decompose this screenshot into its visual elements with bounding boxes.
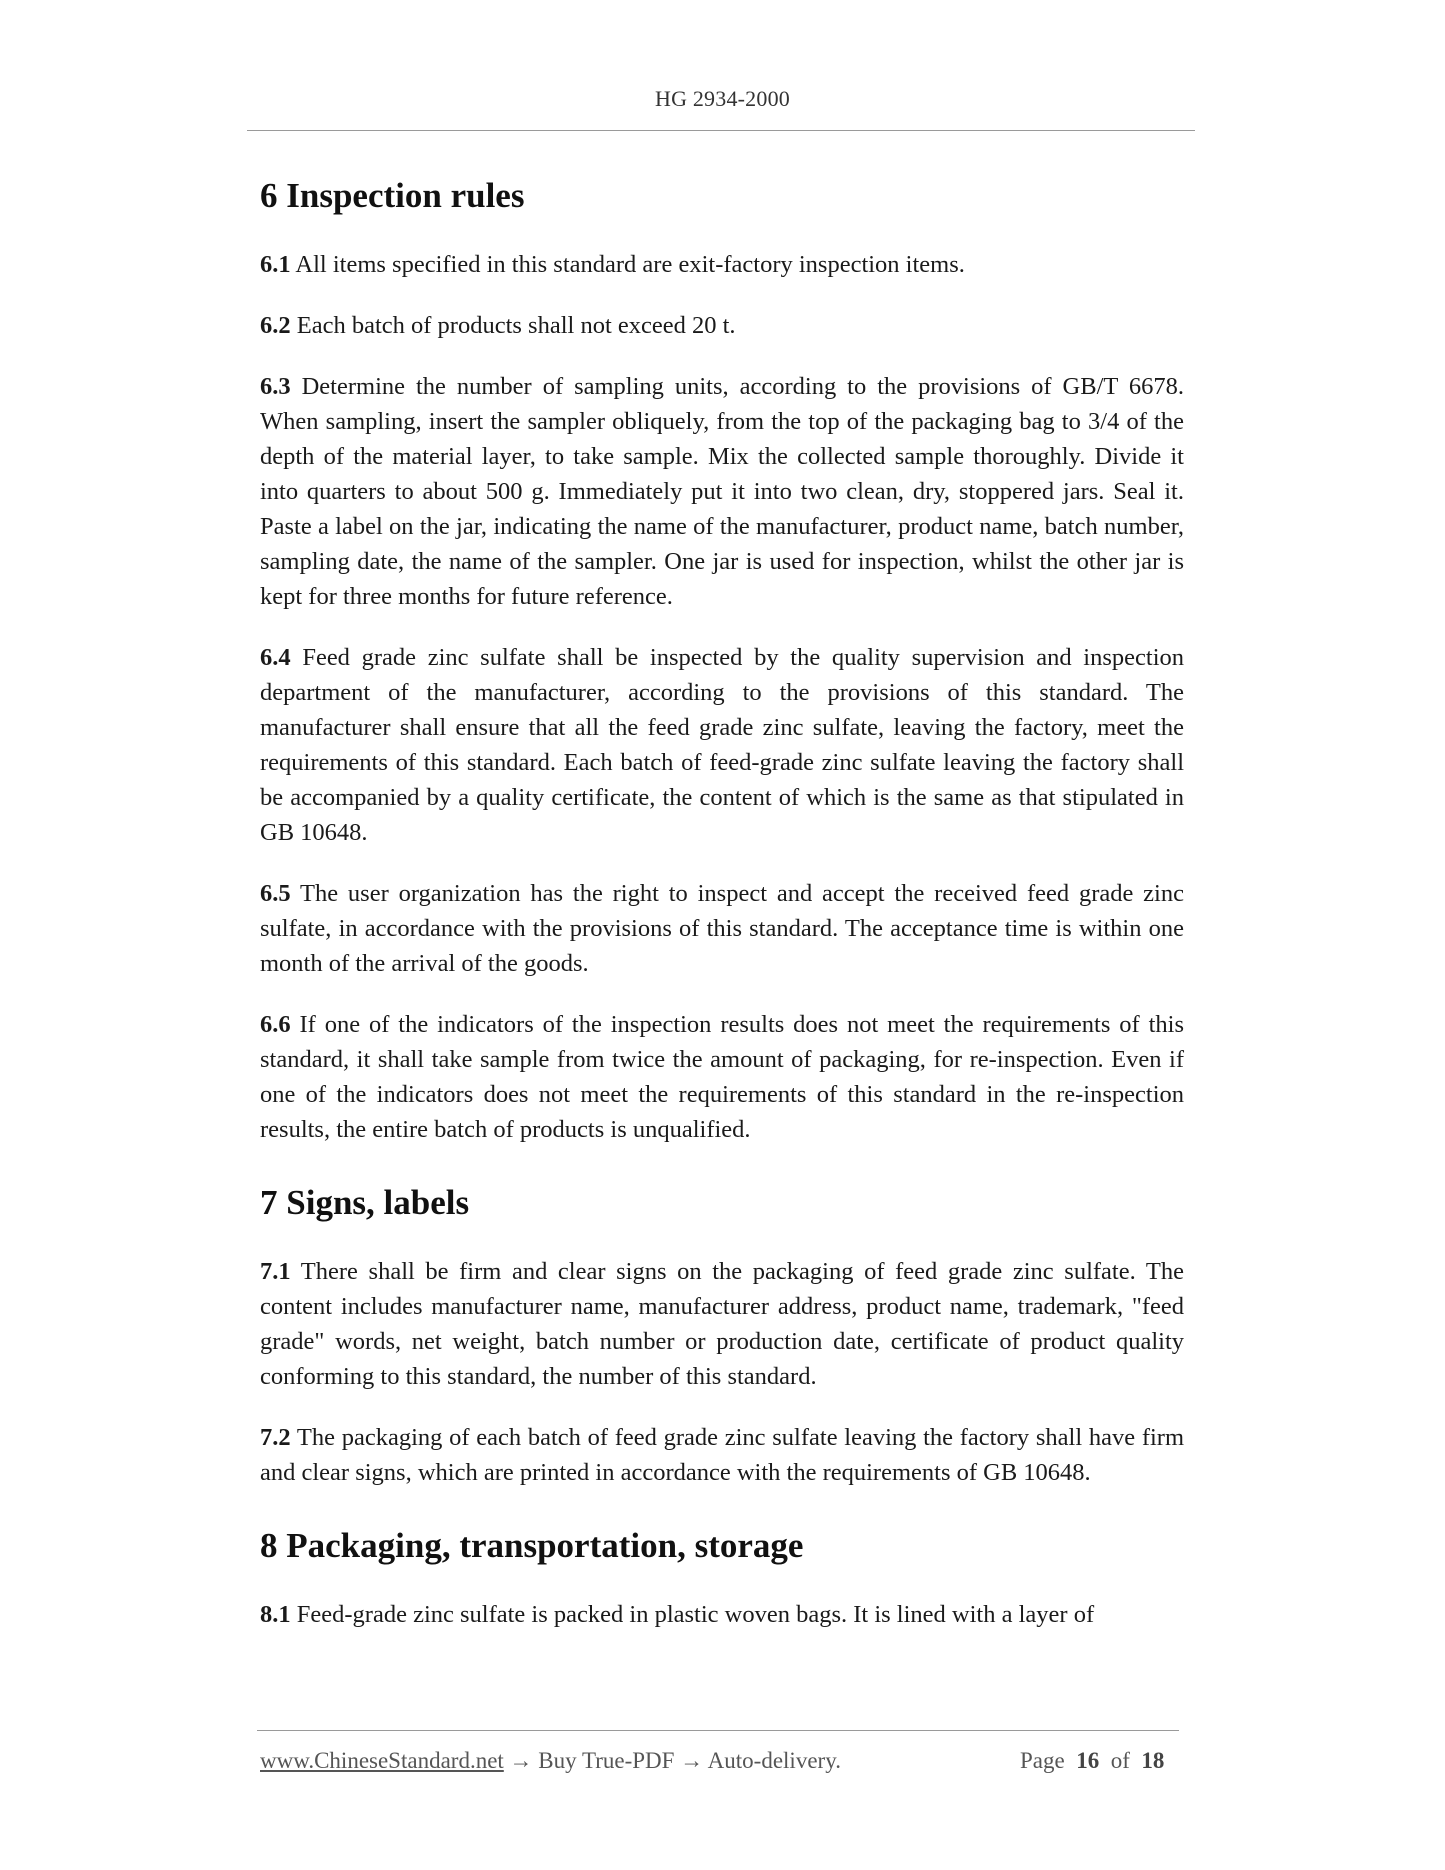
arrow-right-icon: →: [509, 1748, 533, 1773]
clause-number: 7.2: [260, 1424, 291, 1451]
clause-number: 6.2: [260, 312, 291, 339]
clause-number: 6.4: [260, 644, 291, 671]
clause-text: There shall be firm and clear signs on the packaging of feed grade zinc sulfate. The content includes manufacturer name, manufacturer address, product name, trademark, "feed grade" words, net weight, batch number or production date, certificate of product quality conforming to this standard, the number of this standard.: [260, 1258, 1184, 1390]
page-number: [1020, 1748, 1164, 1774]
clause-text: The user organization has the right to inspect and accept the received feed grade zinc sulfate, in accordance with the provisions of this standard. The acceptance time is within one month of the arrival of the goods.: [260, 880, 1184, 977]
section-heading-6: 6 Inspection rules: [260, 176, 525, 215]
section-heading-7: 7 Signs, labels: [260, 1183, 470, 1222]
clause-6-2: [260, 308, 1184, 343]
clause-text: All items specified in this standard are exit-factory inspection items.: [295, 251, 965, 278]
clause-number: 6.5: [260, 880, 291, 907]
footer-promo: [260, 1748, 841, 1774]
clause-number: 8.1: [260, 1601, 291, 1628]
clause-number: 7.1: [260, 1258, 291, 1285]
clause-number: 6.3: [260, 373, 291, 400]
header-divider: [247, 130, 1195, 131]
clause-number: 6.6: [260, 1011, 291, 1038]
clause-7-1: [260, 1254, 1184, 1394]
clause-6-5: [260, 876, 1184, 981]
clause-6-6: [260, 1007, 1184, 1147]
clause-7-2: [260, 1420, 1184, 1490]
clause-text: If one of the indicators of the inspection results does not meet the requirements of this standard, it shall take sample from twice the amount of packaging, for re-inspection. Even if one of the indicators does not meet the requirements of this standard in the re-inspection results, the entire batch of products is unqualified.: [260, 1011, 1184, 1143]
page-total: 18: [1141, 1748, 1165, 1773]
clause-text: Feed-grade zinc sulfate is packed in plastic woven bags. It is lined with a layer of: [296, 1601, 1095, 1628]
clause-6-4: [260, 640, 1184, 850]
running-header: HG 2934-2000: [654, 86, 790, 111]
arrow-right-icon: →: [680, 1748, 704, 1773]
section-heading-8: 8 Packaging, transportation, storage: [260, 1526, 804, 1565]
clause-text: Each batch of products shall not exceed 20 t.: [296, 312, 736, 339]
clause-6-1: [260, 247, 1184, 282]
page-current: 16: [1076, 1748, 1100, 1773]
clause-text: Feed grade zinc sulfate shall be inspected by the quality supervision and inspection department of the manufacturer, according to the provisions of this standard. The manufacturer shall ensure that all the feed grade zinc sulfate, leaving the factory, meet the requirements of this standard. Each batch of feed-grade zinc sulfate leaving the factory shall be accompanied by a quality certificate, the content of which is the same as that stipulated in GB 10648.: [260, 644, 1184, 846]
clause-text: Determine the number of sampling units, according to the provisions of GB/T 6678. When sampling, insert the sampler obliquely, from the top of the packaging bag to 3/4 of the depth of the material layer, to take sample. Mix the collected sample thoroughly. Divide it into quarters to about 500 g. Immediately put it into two clean, dry, stoppered jars. Seal it. Paste a label on the jar, indicating the name of the manufacturer, product name, batch number, sampling date, the name of the sampler. One jar is used for inspection, whilst the other jar is kept for three months for future reference.: [260, 373, 1185, 610]
auto-delivery-text: Auto-delivery.: [707, 1748, 841, 1773]
clause-number: 6.1: [260, 251, 291, 278]
site-link[interactable]: www.ChineseStandard.net: [260, 1748, 504, 1773]
footer-divider: [257, 1730, 1179, 1731]
clause-text: The packaging of each batch of feed grade zinc sulfate leaving the factory shall have firm and clear signs, which are printed in accordance with the requirements of GB 10648.: [260, 1424, 1184, 1486]
of-label: of: [1110, 1748, 1130, 1773]
buy-pdf-text: Buy True-PDF: [538, 1748, 675, 1773]
clause-8-1: [260, 1597, 1184, 1632]
document-body: [260, 172, 1184, 1632]
page-label: Page: [1020, 1748, 1065, 1773]
clause-6-3: [260, 369, 1184, 614]
